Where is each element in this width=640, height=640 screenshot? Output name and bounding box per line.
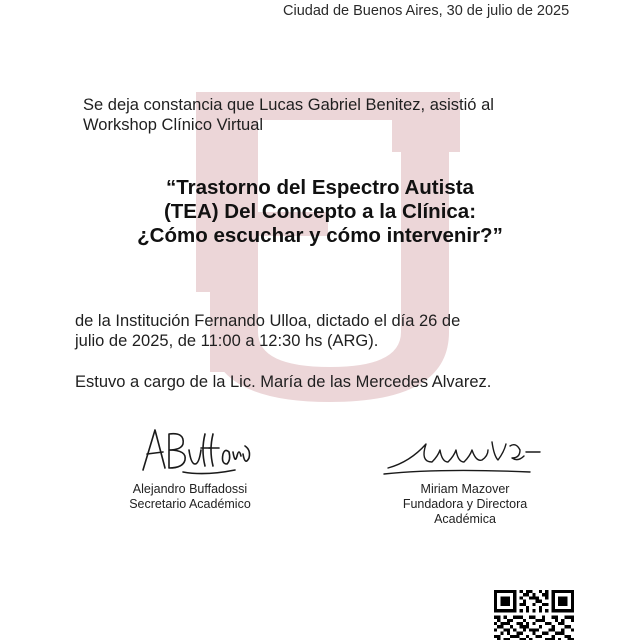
course-details: [75, 311, 575, 351]
signer-name: Miriam Mazover: [420, 482, 510, 496]
date-line: Ciudad de Buenos Aires, 30 de julio de 2025: [283, 3, 570, 19]
attendance-statement: Se deja constancia que Lucas Gabriel Benitez, asistió al Workshop Clínico Virtual: [83, 96, 494, 134]
course-title-line: (TEA) Del Concepto a la Clínica:: [163, 200, 477, 223]
signer-name: Alejandro Buffadossi: [132, 482, 248, 496]
details-line: julio de 2025, de 11:00 a 12:30 hs (ARG).: [75, 332, 379, 350]
handwritten-signature-left: [125, 420, 255, 482]
signer-role: Secretario Académico: [129, 497, 251, 511]
signature-block-left: [90, 420, 290, 512]
signature-block-right: [365, 422, 565, 527]
course-title-line: “Trastorno del Espectro Autista: [166, 176, 474, 199]
signer-role: Académica: [434, 512, 496, 526]
details-line: de la Institución Fernando Ulloa, dictado el día 26 de: [75, 312, 461, 330]
handwritten-signature-right: [380, 422, 550, 482]
course-title: [80, 176, 560, 248]
signer-role: Fundadora y Directora: [402, 497, 528, 511]
instructor-line: Estuvo a cargo de la Lic. María de las Mercedes Alvarez.: [75, 373, 492, 391]
course-title-line: ¿Cómo escuchar y cómo intervenir?”: [137, 224, 503, 247]
qr-code-icon: [494, 590, 574, 640]
